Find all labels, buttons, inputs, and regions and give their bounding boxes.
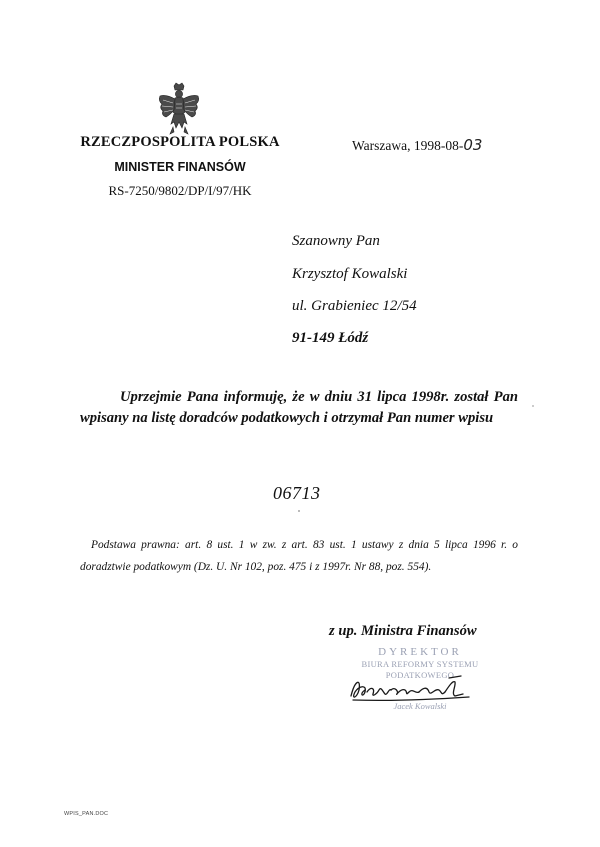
body-paragraph: Uprzejmie Pana informuję, że w dniu 31 lipca 1998r. został Pan wpisany na listę doradców podatkowych i otrzymał Pan numer wpisu (80, 389, 518, 426)
handwritten-signature-icon (345, 670, 485, 706)
scan-speck (298, 510, 300, 512)
addressee-salutation: Szanowny Pan (292, 233, 380, 249)
date-handwritten-day: 03 (463, 136, 483, 154)
stamp-title: DYREKTOR (378, 646, 462, 658)
legal-basis-paragraph: Podstawa prawna: art. 8 ust. 1 w zw. z art. 83 ust. 1 ustawy z dnia 5 lipca 1996 r. o doradztwie podatkowym (Dz. U. Nr 102, poz. 475 i z 1997r. Nr 88, poz. 554). (80, 539, 518, 573)
addressee-name: Krzysztof Kowalski (292, 266, 408, 282)
eagle-emblem-icon (154, 82, 204, 140)
ministry-heading: MINISTER FINANSÓW (114, 160, 246, 174)
stamp-office-cont: PODATKOWEGO (385, 670, 455, 680)
addressee-street: ul. Grabieniec 12/54 (292, 298, 417, 314)
letter-date (352, 136, 482, 154)
on-behalf-line: z up. Ministra Finansów (329, 623, 477, 639)
addressee-city: 91-149 Łódź (292, 330, 369, 346)
footer-filename: WPIS_PAN.DOC (64, 811, 109, 817)
scan-speck (532, 405, 534, 407)
stamp-office: BIURA REFORMY SYSTEMU (361, 659, 479, 669)
country-heading: RZECZPOSPOLITA POLSKA (80, 134, 280, 150)
reference-number: RS-7250/9802/DP/I/97/HK (108, 183, 252, 198)
stamp-name: Jacek Kowalski (393, 701, 447, 711)
date-printed: Warszawa, 1998-08- (352, 138, 464, 153)
registration-number: 06713 (273, 483, 321, 503)
